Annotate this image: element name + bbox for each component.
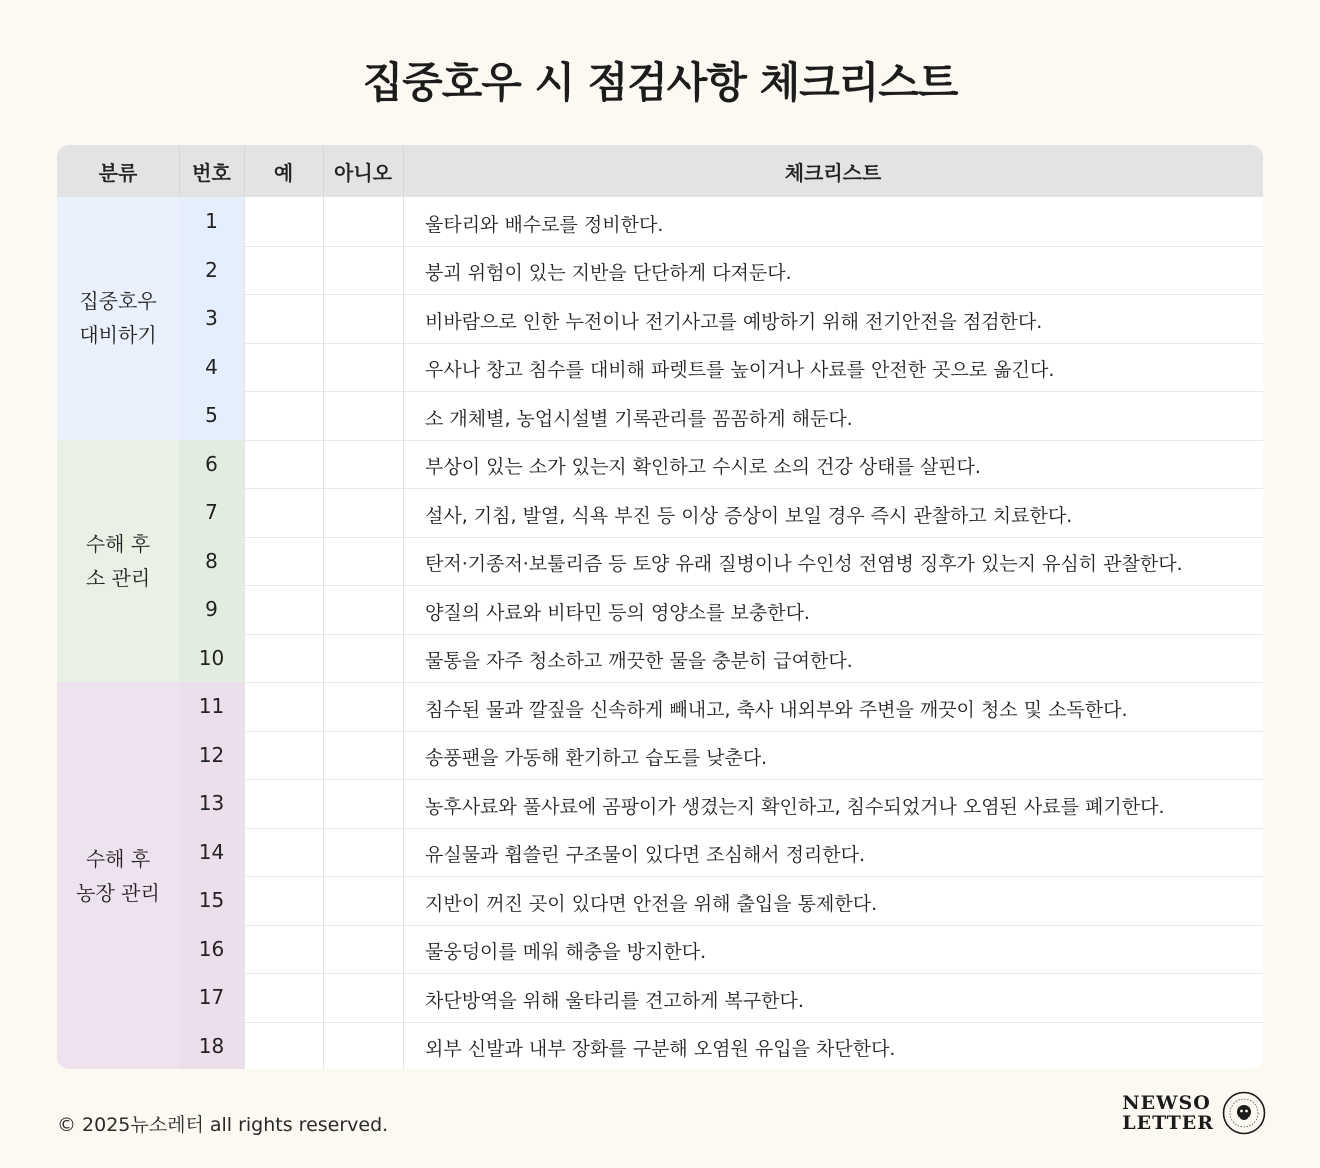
no-checkbox-cell[interactable] (323, 585, 403, 634)
category-label-line1: 수해 후 (85, 531, 151, 556)
category-cell (57, 682, 179, 1069)
row-number: 12 (179, 731, 244, 780)
no-checkbox-cell[interactable] (323, 973, 403, 1022)
category-cell (57, 440, 179, 683)
checklist-item-text: 설사, 기침, 발열, 식욕 부진 등 이상 증상이 보일 경우 즉시 관찰하고 치료한다. (425, 504, 1073, 527)
logo-wordmark (1122, 1093, 1214, 1133)
no-checkbox-cell[interactable] (323, 343, 403, 392)
yes-checkbox-cell[interactable] (244, 197, 323, 246)
checklist-item-text: 양질의 사료와 비타민 등의 영양소를 보충한다. (425, 601, 810, 624)
newsoletter-logo (1122, 1091, 1266, 1135)
header-no: 아니오 (334, 160, 392, 185)
yes-checkbox-cell[interactable] (244, 391, 323, 440)
row-number: 5 (179, 391, 244, 440)
header-column-divider (403, 145, 404, 197)
checklist-item-text: 지반이 꺼진 곳이 있다면 안전을 위해 출입을 통제한다. (425, 892, 878, 915)
no-checkbox-cell[interactable] (323, 731, 403, 780)
yes-checkbox-cell[interactable] (244, 246, 323, 295)
category-label (86, 527, 150, 595)
no-checkbox-cell[interactable] (323, 537, 403, 586)
yes-checkbox-cell[interactable] (244, 828, 323, 877)
checklist-item-text: 우사나 창고 침수를 대비해 파렛트를 높이거나 사료를 안전한 곳으로 옮긴다. (425, 359, 1055, 382)
checklist-item-text: 물통을 자주 청소하고 깨끗한 물을 충분히 급여한다. (425, 650, 853, 673)
yes-checkbox-cell[interactable] (244, 973, 323, 1022)
header-category: 분류 (98, 160, 138, 185)
column-divider (244, 197, 245, 1069)
category-label (79, 284, 156, 352)
header-yes: 예 (273, 160, 294, 185)
checklist-item-text: 농후사료와 풀사료에 곰팡이가 생겼는지 확인하고, 침수되었거나 오염된 사료를 폐기한다. (425, 795, 1165, 818)
checklist-item-text: 탄저·기종저·보툴리즘 등 토양 유래 질병이나 수인성 전염병 징후가 있는지 유심히 관찰한다. (425, 553, 1183, 576)
no-checkbox-cell[interactable] (323, 876, 403, 925)
yes-checkbox-cell[interactable] (244, 876, 323, 925)
row-number: 10 (179, 634, 244, 683)
column-divider (403, 197, 404, 1069)
logo-line2: LETTER (1122, 1112, 1214, 1134)
no-checkbox-cell[interactable] (323, 488, 403, 537)
header-number: 번호 (192, 160, 231, 185)
logo-line1: NEWSO (1122, 1092, 1211, 1114)
checklist-item-text: 부상이 있는 소가 있는지 확인하고 수시로 소의 건강 상태를 살핀다. (425, 456, 981, 479)
category-label-line2: 소 관리 (85, 565, 151, 590)
category-label (76, 842, 160, 910)
yes-checkbox-cell[interactable] (244, 488, 323, 537)
yes-checkbox-cell[interactable] (244, 925, 323, 974)
category-cell (57, 197, 179, 440)
yes-checkbox-cell[interactable] (244, 537, 323, 586)
no-checkbox-cell[interactable] (323, 391, 403, 440)
no-checkbox-cell[interactable] (323, 634, 403, 683)
checklist-item-text: 울타리와 배수로를 정비한다. (425, 213, 664, 236)
category-label-line1: 집중호우 (79, 289, 157, 314)
header-column-divider (323, 145, 324, 197)
table-header (57, 145, 1263, 197)
logo-badge-icon (1222, 1091, 1266, 1135)
header-column-divider (179, 145, 180, 197)
checklist-item-text: 소 개체별, 농업시설별 기록관리를 꼼꼼하게 해둔다. (425, 407, 853, 430)
column-divider (323, 197, 324, 1069)
row-number: 17 (179, 973, 244, 1022)
row-number: 2 (179, 246, 244, 295)
header-checklist: 체크리스트 (784, 160, 882, 185)
no-checkbox-cell[interactable] (323, 925, 403, 974)
row-number: 11 (179, 682, 244, 731)
category-label-line1: 수해 후 (85, 847, 151, 871)
yes-checkbox-cell[interactable] (244, 1022, 323, 1070)
checklist-item-text: 물웅덩이를 메워 해충을 방지한다. (425, 941, 707, 964)
yes-checkbox-cell[interactable] (244, 634, 323, 683)
yes-checkbox-cell[interactable] (244, 343, 323, 392)
row-number: 18 (179, 1022, 244, 1070)
yes-checkbox-cell[interactable] (244, 294, 323, 343)
no-checkbox-cell[interactable] (323, 246, 403, 295)
row-number: 8 (179, 537, 244, 586)
no-checkbox-cell[interactable] (323, 440, 403, 489)
yes-checkbox-cell[interactable] (244, 682, 323, 731)
no-checkbox-cell[interactable] (323, 1022, 403, 1070)
row-number: 14 (179, 828, 244, 877)
checklist-item-text: 외부 신발과 내부 장화를 구분해 오염원 유입을 차단한다. (425, 1038, 896, 1061)
checklist-item-text: 차단방역을 위해 울타리를 견고하게 복구한다. (425, 989, 804, 1012)
row-number: 7 (179, 488, 244, 537)
yes-checkbox-cell[interactable] (244, 779, 323, 828)
checklist-table (57, 145, 1263, 1069)
header-column-divider (244, 145, 245, 197)
checklist-item-text: 붕괴 위험이 있는 지반을 단단하게 다져둔다. (425, 262, 792, 285)
row-number: 13 (179, 779, 244, 828)
no-checkbox-cell[interactable] (323, 779, 403, 828)
page-title: 집중호우 시 점검사항 체크리스트 (362, 58, 958, 107)
yes-checkbox-cell[interactable] (244, 585, 323, 634)
copyright-text: © 2025뉴소레터 all rights reserved. (57, 1114, 389, 1136)
category-label-line2: 대비하기 (79, 323, 157, 348)
row-number: 16 (179, 925, 244, 974)
yes-checkbox-cell[interactable] (244, 440, 323, 489)
no-checkbox-cell[interactable] (323, 828, 403, 877)
checklist-item-text: 비바람으로 인한 누전이나 전기사고를 예방하기 위해 전기안전을 점검한다. (425, 310, 1043, 333)
row-number: 6 (179, 440, 244, 489)
row-number: 4 (179, 343, 244, 392)
no-checkbox-cell[interactable] (323, 197, 403, 246)
row-number: 9 (179, 585, 244, 634)
yes-checkbox-cell[interactable] (244, 731, 323, 780)
category-label-line2: 농장 관리 (76, 881, 160, 905)
checklist-item-text: 침수된 물과 깔짚을 신속하게 빼내고, 축사 내외부와 주변을 깨끗이 청소 및 소독한다. (425, 698, 1128, 721)
row-number: 1 (179, 197, 244, 246)
checklist-item-text: 유실물과 휩쓸린 구조물이 있다면 조심해서 정리한다. (425, 844, 866, 867)
no-checkbox-cell[interactable] (323, 682, 403, 731)
no-checkbox-cell[interactable] (323, 294, 403, 343)
row-number: 15 (179, 876, 244, 925)
row-number: 3 (179, 294, 244, 343)
checklist-item-text: 송풍팬을 가동해 환기하고 습도를 낮춘다. (425, 747, 768, 770)
